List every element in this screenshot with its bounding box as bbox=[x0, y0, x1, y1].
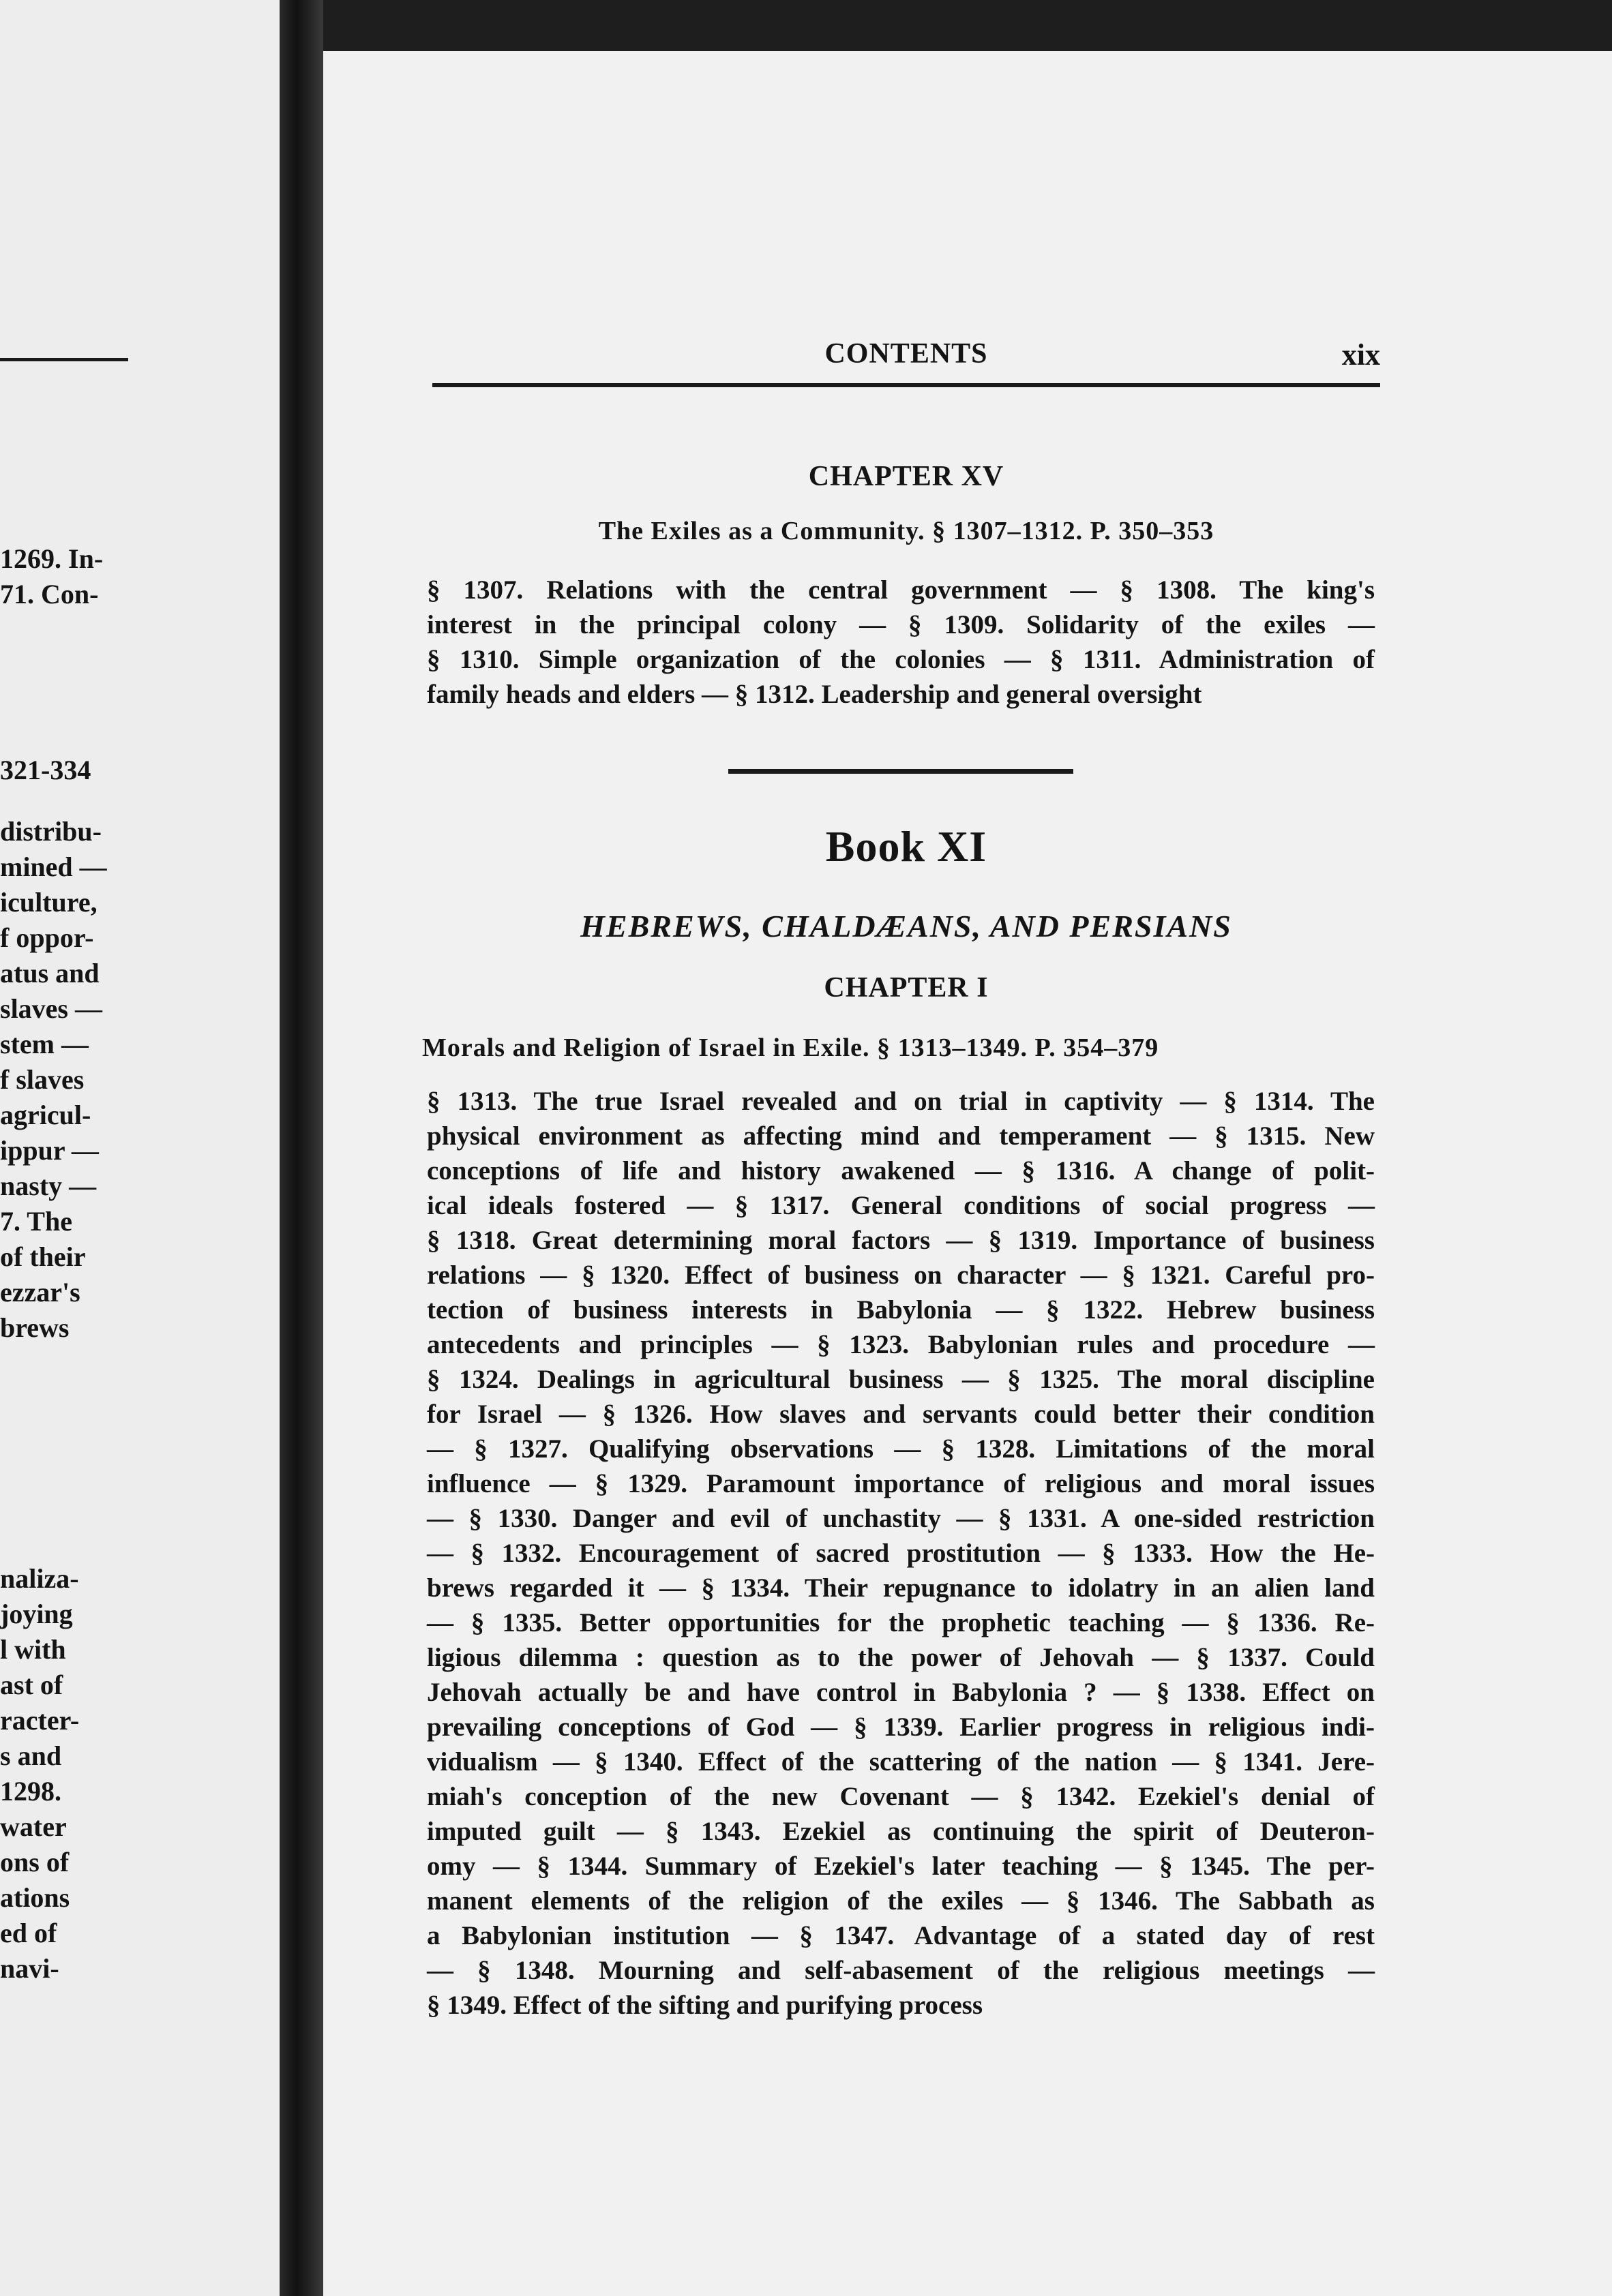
book-title: Book XI bbox=[825, 822, 987, 871]
summary-line: relations — § 1320. Effect of business on character — § 1321. Careful pro- bbox=[427, 1260, 1375, 1290]
summary-line: § 1313. The true Israel revealed and on trial in captivity — § 1314. The bbox=[427, 1087, 1375, 1116]
summary-line: influence — § 1329. Paramount importance of religious and moral issues bbox=[427, 1469, 1375, 1498]
summary-line: miah's conception of the new Covenant — § 1342. Ezekiel's denial of bbox=[427, 1782, 1375, 1811]
summary-line: § 1310. Simple organization of the colonies — § 1311. Administration of bbox=[427, 645, 1375, 674]
book-gutter bbox=[280, 0, 323, 2296]
left-page-line: ons of bbox=[0, 1847, 70, 1877]
summary-line: § 1324. Dealings in agricultural business — § 1325. The moral discipline bbox=[427, 1365, 1375, 1394]
left-page-line: 71. Con- bbox=[0, 579, 99, 609]
chapter-i-summary bbox=[427, 1084, 1375, 2023]
left-page-line: f slaves bbox=[0, 1064, 85, 1095]
summary-line: physical environment as affecting mind and temperament — § 1315. New bbox=[427, 1121, 1375, 1151]
left-page-line: ast of bbox=[0, 1670, 63, 1700]
running-header bbox=[432, 337, 1380, 378]
summary-line: § 1318. Great determining moral factors — § 1319. Importance of business bbox=[427, 1226, 1375, 1255]
summary-line: — § 1330. Danger and evil of unchastity — § 1331. A one-sided restriction bbox=[427, 1504, 1375, 1533]
page-number: xix bbox=[1341, 338, 1380, 372]
summary-line: interest in the principal colony — § 1309. Solidarity of the exiles — bbox=[427, 610, 1375, 639]
summary-line: § 1349. Effect of the sifting and purifying process bbox=[427, 1991, 983, 2020]
left-page-line: mined — bbox=[0, 851, 107, 882]
summary-line: — § 1332. Encouragement of sacred prostitution — § 1333. How the He- bbox=[427, 1539, 1375, 1568]
chapter-i-heading: CHAPTER I bbox=[824, 972, 989, 1003]
left-page-line: joying bbox=[0, 1599, 73, 1629]
left-page-line: naliza- bbox=[0, 1563, 79, 1594]
chapter-xv-heading: CHAPTER XV bbox=[808, 461, 1004, 492]
summary-line: Jehovah actually be and have control in Babylonia ? — § 1338. Effect on bbox=[427, 1678, 1375, 1707]
left-page-line: stem — bbox=[0, 1029, 89, 1059]
left-page-line: distribu- bbox=[0, 816, 102, 847]
summary-line: tection of business interests in Babylonia — § 1322. Hebrew business bbox=[427, 1295, 1375, 1325]
summary-line: manent elements of the religion of the exiles — § 1346. The Sabbath as bbox=[427, 1886, 1375, 1916]
summary-line: — § 1348. Mourning and self-abasement of the religious meetings — bbox=[427, 1956, 1375, 1985]
header-rule bbox=[432, 383, 1380, 387]
chapter-xv-subtitle: The Exiles as a Community. § 1307–1312. P. 350–353 bbox=[598, 517, 1214, 545]
left-page-line: 1298. bbox=[0, 1776, 61, 1807]
left-facing-page bbox=[0, 0, 280, 2296]
chapter-i-subtitle: Morals and Religion of Israel in Exile. § 1313–1349. P. 354–379 bbox=[422, 1033, 1159, 1062]
left-page-line: 7. The bbox=[0, 1206, 72, 1237]
left-page-line: ippur — bbox=[0, 1135, 99, 1166]
left-page-line: 1269. In- bbox=[0, 543, 104, 574]
book-subtitle: HEBREWS, CHALDÆANS, AND PERSIANS bbox=[580, 909, 1232, 943]
summary-line: ical ideals fostered — § 1317. General conditions of social progress — bbox=[427, 1191, 1375, 1220]
section-divider bbox=[728, 769, 1073, 774]
summary-line: prevailing conceptions of God — § 1339. Earlier progress in religious indi- bbox=[427, 1712, 1375, 1742]
left-page-line: agricul- bbox=[0, 1100, 91, 1130]
left-page-line: water bbox=[0, 1811, 67, 1842]
chapter-xv-summary bbox=[427, 573, 1375, 712]
running-header-title: CONTENTS bbox=[824, 338, 988, 369]
summary-line: — § 1335. Better opportunities for the prophetic teaching — § 1336. Re- bbox=[427, 1608, 1375, 1637]
summary-line: imputed guilt — § 1343. Ezekiel as continuing the spirit of Deuteron- bbox=[427, 1817, 1375, 1846]
summary-line: vidualism — § 1340. Effect of the scattering of the nation — § 1341. Jere- bbox=[427, 1747, 1375, 1777]
left-page-line: l with bbox=[0, 1634, 66, 1665]
summary-line: a Babylonian institution — § 1347. Advantage of a stated day of rest bbox=[427, 1921, 1375, 1950]
left-page-line: navi- bbox=[0, 1953, 59, 1984]
left-page-rule bbox=[0, 358, 128, 361]
summary-line: ligious dilemma : question as to the power of Jehovah — § 1337. Could bbox=[427, 1643, 1375, 1672]
summary-line: omy — § 1344. Summary of Ezekiel's later teaching — § 1345. The per- bbox=[427, 1852, 1375, 1881]
left-page-line: ezzar's bbox=[0, 1277, 80, 1308]
left-page-line: slaves — bbox=[0, 993, 102, 1024]
left-page-line: ations bbox=[0, 1882, 70, 1913]
left-page-line: nasty — bbox=[0, 1170, 97, 1201]
left-page-line: ed of bbox=[0, 1918, 57, 1948]
summary-line: antecedents and principles — § 1323. Babylonian rules and procedure — bbox=[427, 1330, 1375, 1359]
left-page-line: atus and bbox=[0, 958, 100, 988]
left-page-line: of their bbox=[0, 1241, 86, 1272]
summary-line: — § 1327. Qualifying observations — § 1328. Limitations of the moral bbox=[427, 1434, 1375, 1464]
right-page bbox=[323, 51, 1612, 2296]
left-page-line: iculture, bbox=[0, 887, 98, 918]
summary-line: § 1307. Relations with the central government — § 1308. The king's bbox=[427, 575, 1375, 605]
left-page-line: 321-334 bbox=[0, 755, 91, 785]
summary-line: for Israel — § 1326. How slaves and servants could better their condition bbox=[427, 1400, 1375, 1429]
left-page-line: brews bbox=[0, 1312, 70, 1343]
left-page-line: s and bbox=[0, 1740, 62, 1771]
summary-line: conceptions of life and history awakened — § 1316. A change of polit- bbox=[427, 1156, 1375, 1185]
summary-line: family heads and elders — § 1312. Leadership and general oversight bbox=[427, 680, 1202, 709]
left-page-line: racter- bbox=[0, 1705, 80, 1736]
left-page-line: f oppor- bbox=[0, 922, 94, 953]
summary-line: brews regarded it — § 1334. Their repugnance to idolatry in an alien land bbox=[427, 1573, 1375, 1603]
